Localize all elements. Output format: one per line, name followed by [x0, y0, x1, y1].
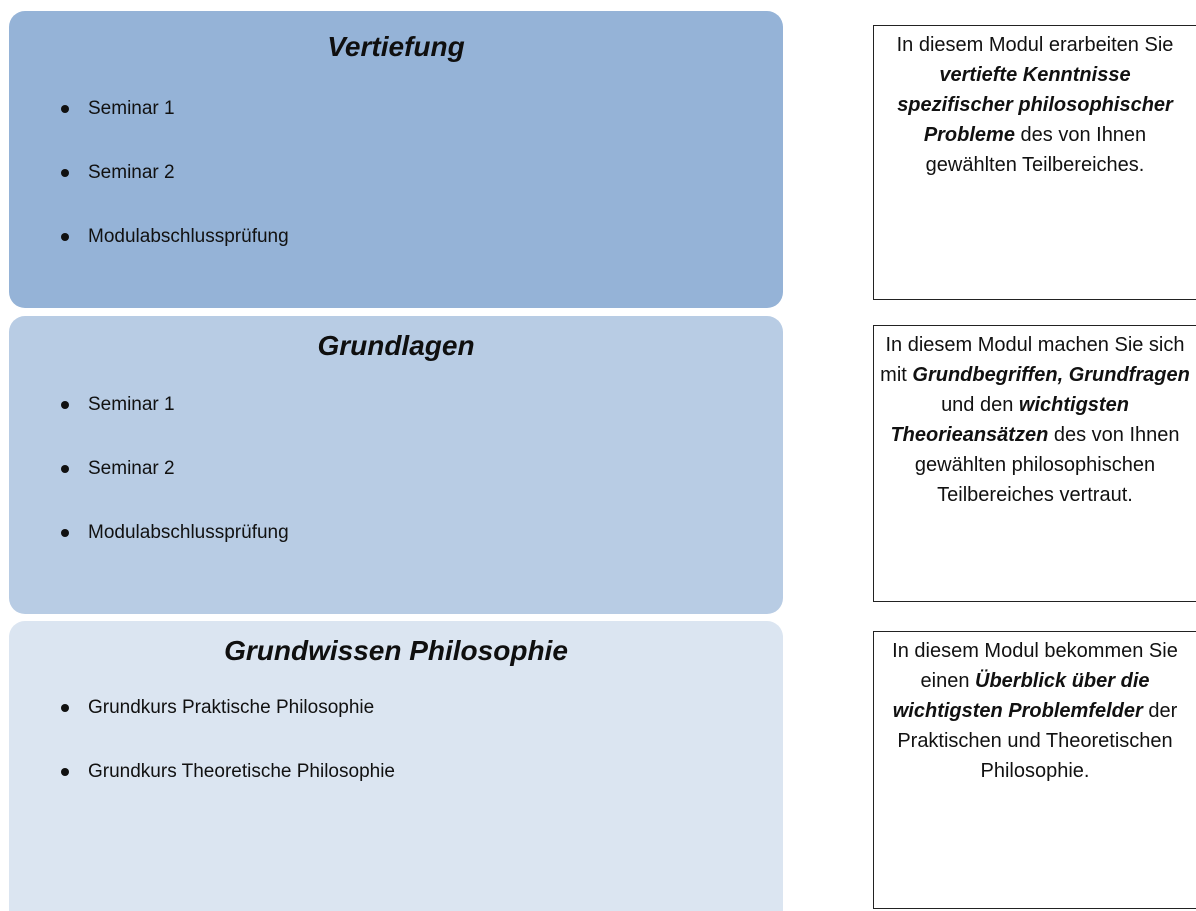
bullet-icon [61, 465, 69, 473]
list-item-label: Seminar 1 [88, 394, 175, 415]
description-text: In diesem Modul erarbeiten Sie [896, 34, 1174, 56]
module-title: Grundlagen [317, 330, 475, 361]
bullet-icon [61, 768, 69, 776]
list-item [61, 161, 289, 225]
list-item-label: Seminar 1 [88, 98, 175, 119]
bullet-icon [61, 169, 69, 177]
description-box-vertiefung [873, 25, 1196, 300]
module-item-list [61, 393, 289, 585]
description-emphasis: Grundbegriffen, Grundfragen [912, 364, 1190, 386]
description-text: und den [941, 394, 1019, 416]
module-title: Vertiefung [327, 31, 465, 62]
description-emphasis: wichtigsten Theorieansätzen [890, 394, 1129, 446]
list-item [61, 521, 289, 585]
list-item-label: Grundkurs Praktische Philosophie [88, 697, 375, 718]
list-item [61, 696, 395, 760]
list-item-label: Grundkurs Theoretische Philosophie [88, 761, 395, 782]
list-item [61, 457, 289, 521]
description-text: In diesem Modul bekommen Sie einen [892, 640, 1178, 692]
module-item-list [61, 696, 395, 824]
module-vertiefung [9, 11, 783, 308]
list-item [61, 760, 395, 824]
description-text: In diesem Modul machen Sie sich mit [880, 334, 1185, 386]
list-item-label: Modulabschlussprüfung [88, 522, 289, 543]
module-item-list [61, 97, 289, 289]
module-grundwissen-philosophie [9, 621, 783, 911]
bullet-icon [61, 233, 69, 241]
description-box-grundwissen-philosophie [873, 631, 1196, 909]
bullet-icon [61, 704, 69, 712]
description-emphasis: Überblick über die wichtigsten Problemfelder [892, 670, 1150, 722]
list-item-label: Seminar 2 [88, 458, 175, 479]
list-item [61, 225, 289, 289]
module-grundlagen [9, 316, 783, 614]
list-item-label: Seminar 2 [88, 162, 175, 183]
description-box-grundlagen [873, 325, 1196, 602]
bullet-icon [61, 401, 69, 409]
module-title: Grundwissen Philosophie [224, 635, 568, 666]
list-item [61, 393, 289, 457]
description-text: der Praktischen und Theoretischen Philosophie. [897, 700, 1178, 782]
list-item [61, 97, 289, 161]
bullet-icon [61, 105, 69, 113]
description-text: des von Ihnen gewählten philosophischen Teilbereiches vertraut. [914, 424, 1180, 506]
description-text: des von Ihnen gewählten Teilbereiches. [925, 124, 1147, 176]
description-emphasis: vertiefte Kenntnisse spezifischer philosophischer Probleme [897, 64, 1173, 146]
bullet-icon [61, 529, 69, 537]
list-item-label: Modulabschlussprüfung [88, 226, 289, 247]
